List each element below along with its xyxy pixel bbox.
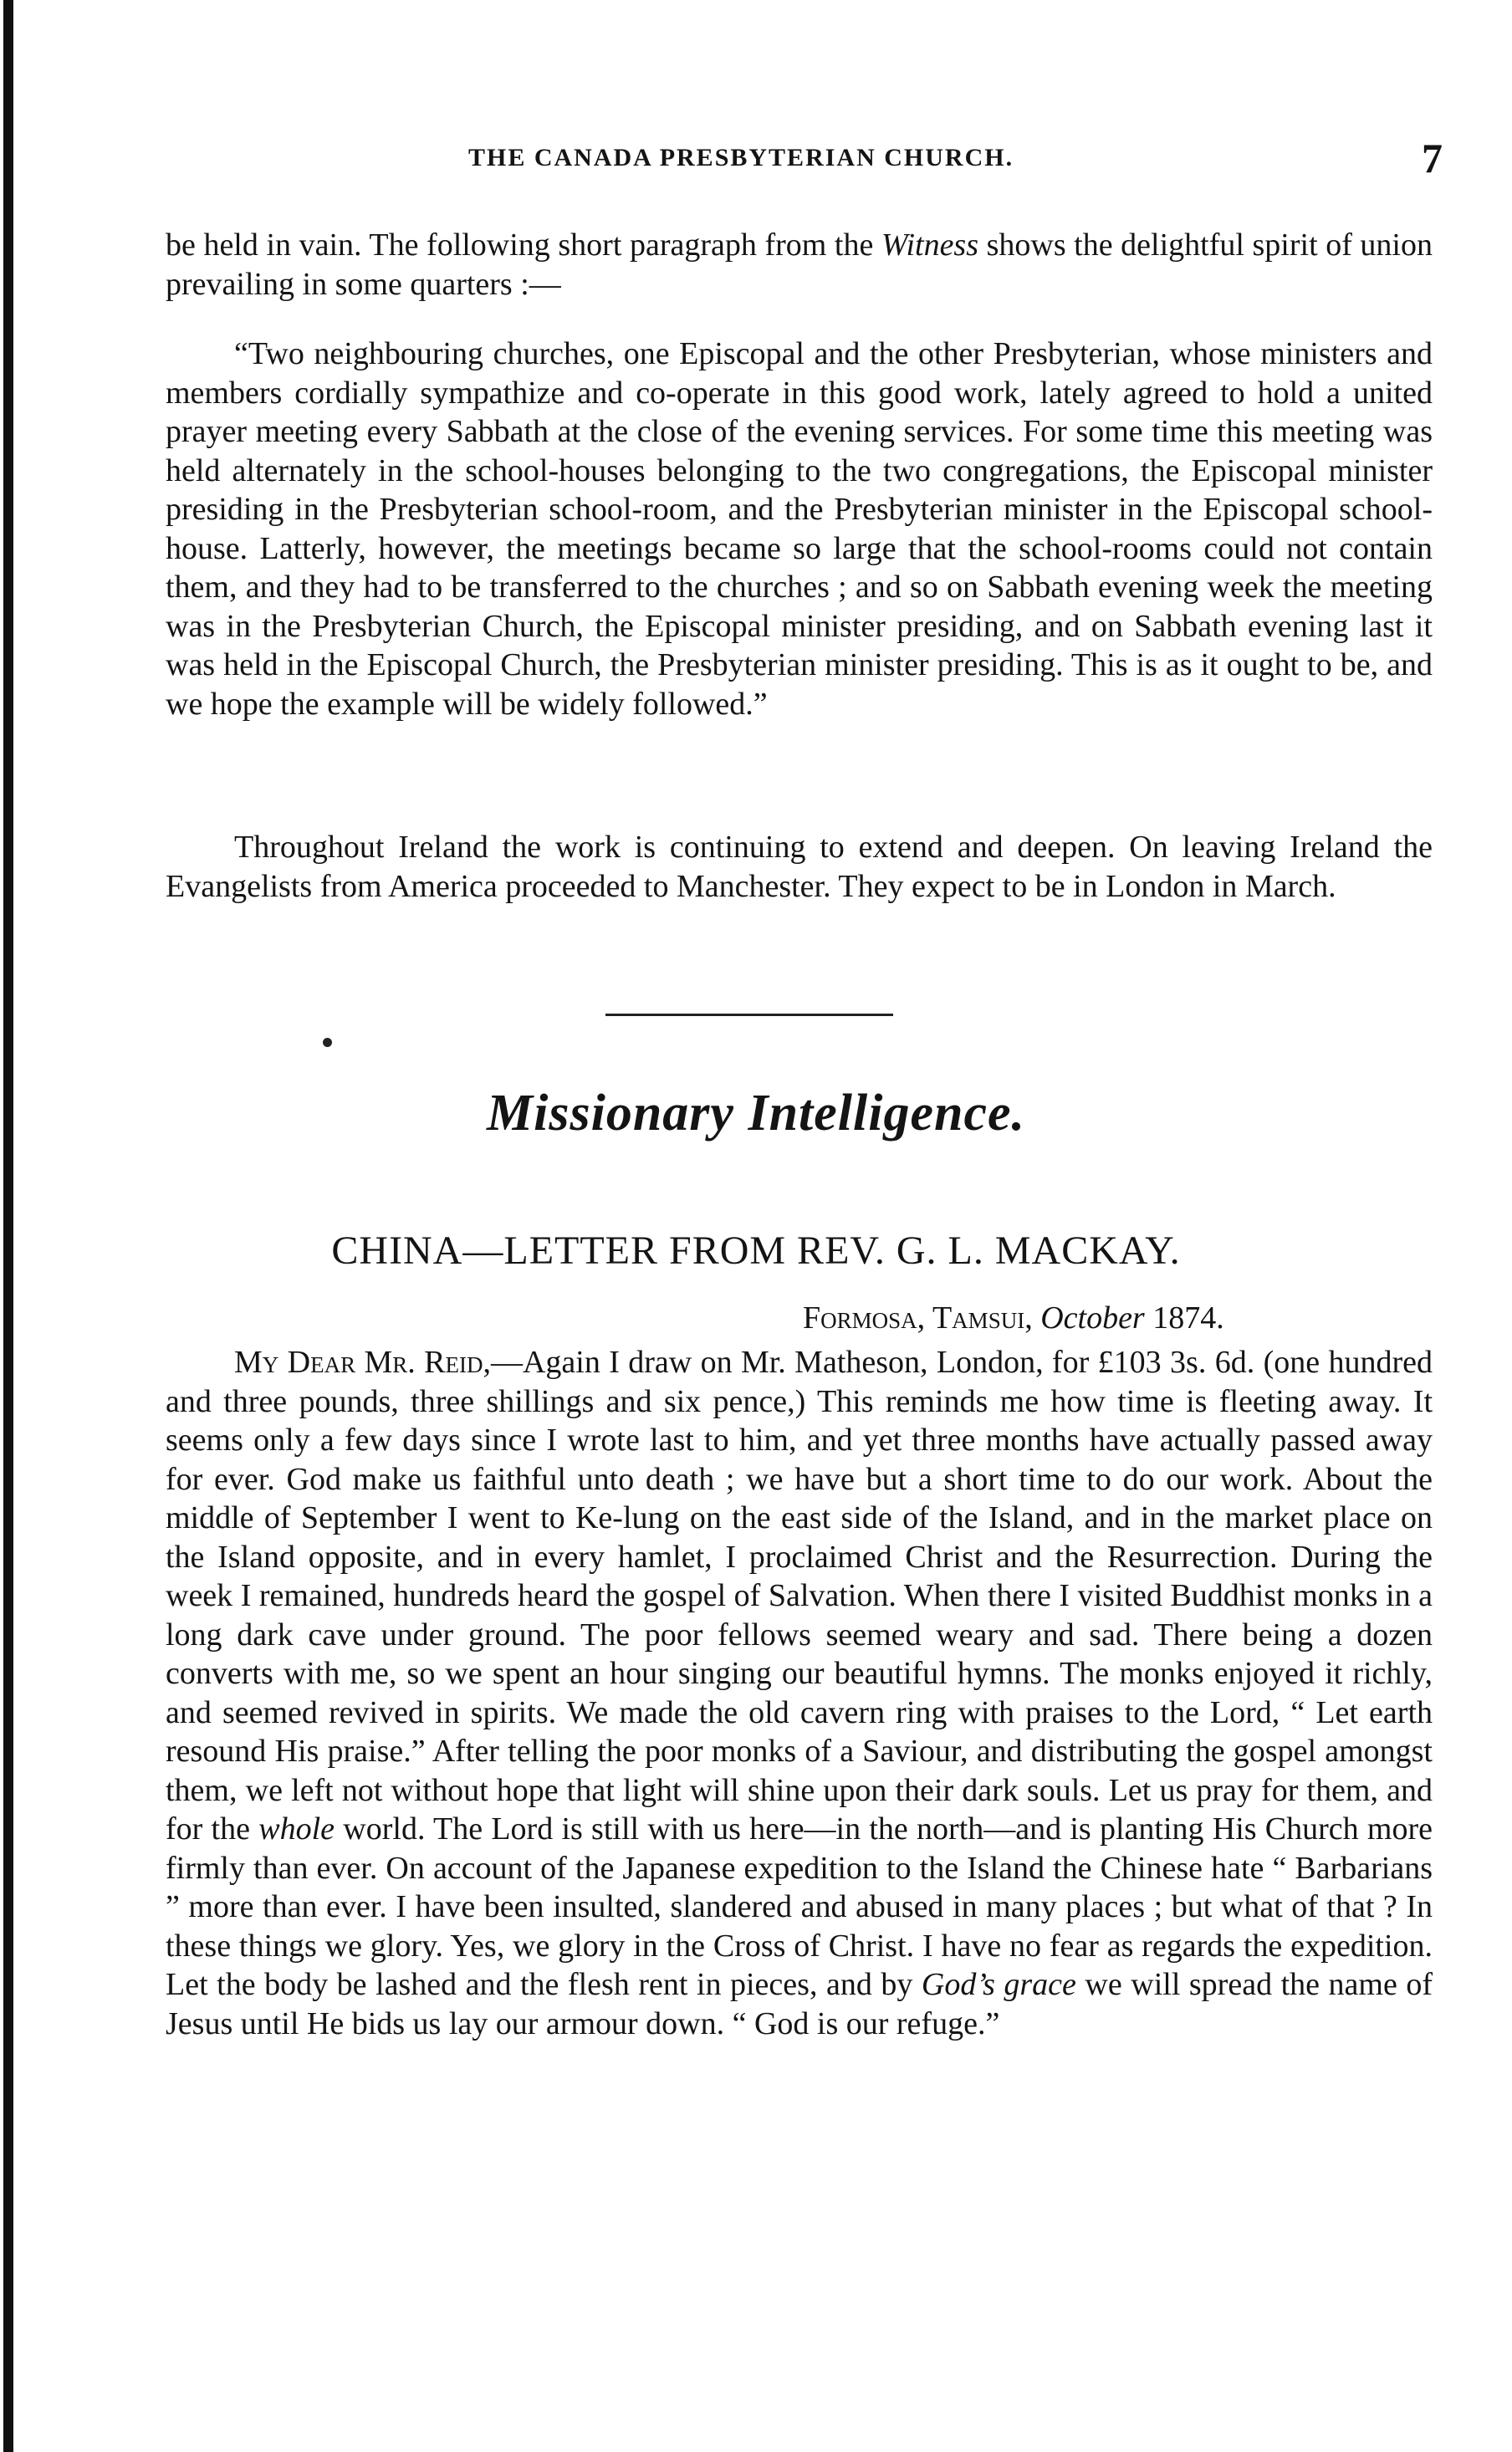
- dateline-place: Formosa, Tamsui,: [803, 1300, 1033, 1336]
- article-title: CHINA—LETTER FROM REV. G. L. MACKAY.: [331, 1229, 1181, 1273]
- letter-body: [166, 1343, 1433, 2043]
- letter-italic-whole: whole: [258, 1811, 335, 1847]
- letter-text-part1: —Again I draw on Mr. Matheson, London, for £103 3s. 6d. (one hundred and three pounds, three shillings and six pence,) This reminds me how time is fleeting away. It seems only a few days since I wrote last to him, and yet three months have actually passed away for ever. God make us faithful unto death ; we have but a short time to do our work. About the middle of September I went to Ke-lung on the east side of the Island, and in the market place on the Island opposite, and in every hamlet, I proclaimed Christ and the Resurrection. During the week I remained, hundreds heard the gospel of Salvation. When there I visited Buddhist monks in a long dark cave under ground. The poor fellows seemed weary and sad. There being a dozen converts with me, so we spent an hour singing our beautiful hymns. The monks enjoyed it richly, and seemed revived in spirits. We made the old cavern ring with praises to the Lord, “ Let earth resound His praise.” After telling the poor monks of a Saviour, and distributing the gospel amongst them, we left not without hope that light will shine upon their dark souls. Let us pray for them, and for the: [166, 1345, 1433, 1847]
- quotation-text: “Two neighbouring churches, one Episcopal and the other Presbyterian, whose ministers and members cordially sympathize and co-operate in this good work, lately agreed to hold a united prayer meeting every Sabbath at the close of the evening services. For some time this meeting was held alternately in the school-houses belonging to the two congregations, the Episcopal minister presiding in the Presbyterian school-room, and the Presbyterian minister in the Episcopal school-house. Latterly, however, the meetings became so large that the school-rooms could not contain them, and they had to be transferred to the churches ; and so on Sabbath evening week the meeting was in the Presbyterian Church, the Episcopal minister presiding, and on Sabbath evening last it was held in the Episcopal Church, the Presbyterian minister presiding. This is as it ought to be, and we hope the example will be widely followed.”: [166, 336, 1433, 722]
- intro-text-start: be held in vain. The following short paragraph from the: [166, 227, 881, 263]
- intro-paragraph: [166, 226, 1433, 304]
- page-edge-shadow: [3, 0, 13, 2452]
- ireland-paragraph: [166, 828, 1433, 906]
- running-title: THE CANADA PRESBYTERIAN CHURCH.: [468, 144, 1014, 171]
- dateline: [803, 1300, 1224, 1336]
- running-header: [0, 135, 1512, 194]
- ireland-text: Throughout Ireland the work is continuing to extend and deepen. On leaving Ireland the Evangelists from America proceeded to Manchester. They expect to be in London in March.: [166, 830, 1433, 904]
- witness-title: Witness: [881, 227, 979, 263]
- section-divider: [605, 1014, 893, 1016]
- dateline-month: October: [1040, 1300, 1145, 1336]
- letter-text-part2: world. The Lord is still with us here—in the north—and is planting His Church more firmly than ever. On account of the Japanese expedition to the Island the Chinese hate “ Barbarians ” more than ever. I have been insulted, slandered and abused in many places ; but what of that ? In these things we glory. Yes, we glory in the Cross of Christ. I have no fear as regards the expedition. Let the body be lashed and the flesh rent in pieces, and by: [166, 1811, 1433, 2002]
- page-number: 7: [1422, 135, 1443, 181]
- intro-text-end: shows the delightful spirit of union prevailing in some quarters :—: [166, 227, 1433, 302]
- quotation-paragraph: [166, 335, 1433, 723]
- section-heading: Missionary Intelligence.: [486, 1085, 1026, 1142]
- ink-speck: [323, 1038, 332, 1047]
- salutation: My Dear Mr. Reid,: [234, 1345, 491, 1380]
- letter-italic-grace: God’s grace: [921, 1967, 1076, 2002]
- letter-text-part3: we will spread the name of Jesus until He bids us lay our armour down. “ God is our refuge.”: [166, 1967, 1433, 2041]
- dateline-year: 1874.: [1152, 1300, 1224, 1336]
